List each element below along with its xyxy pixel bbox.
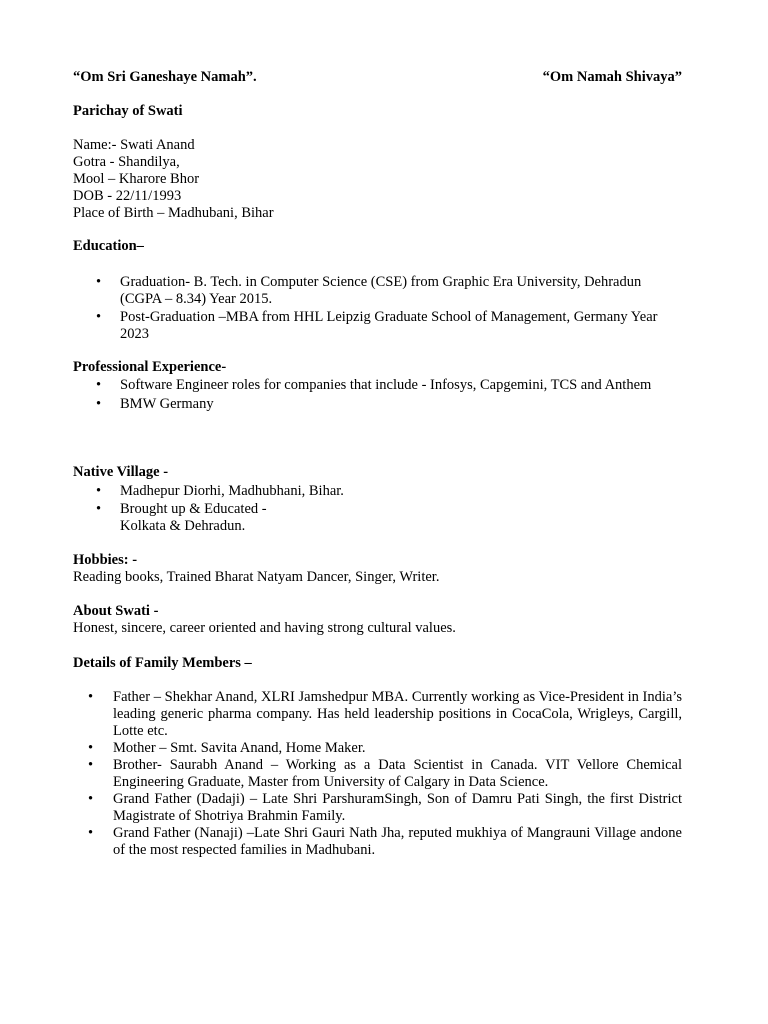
bullet-icon: • — [96, 483, 102, 499]
bullet-icon: • — [96, 396, 102, 412]
bullet-icon: • — [96, 274, 102, 290]
gotra-line: Gotra - Shandilya, — [73, 154, 180, 170]
family-heading: Details of Family Members – — [73, 655, 252, 671]
bullet-icon: • — [88, 791, 94, 807]
document-title: Parichay of Swati — [73, 103, 183, 119]
experience-list — [73, 377, 653, 413]
list-item: • Post-Graduation –MBA from HHL Leipzig Graduate School of Management, Germany Year 2023 — [96, 309, 658, 342]
about-heading: About Swati - — [73, 603, 159, 619]
bullet-icon: • — [88, 740, 94, 756]
list-item: • Father – Shekhar Anand, XLRI Jamshedpur MBA. Currently working as Vice-President in India’s leading generic pharma company. Has held leadership positions in CocaCola, Wrigleys, Cargill, Lotte etc. — [88, 689, 682, 739]
place-of-birth-line: Place of Birth – Madhubani, Bihar — [73, 205, 274, 221]
list-item: • Brother- Saurabh Anand – Working as a Data Scientist in Canada. VIT Vellore Chemical Engineering Graduate, Master from University of Calgary in Data Science. — [88, 757, 682, 790]
bullet-icon: • — [96, 377, 102, 393]
left-invocation: “Om Sri Ganeshaye Namah”. — [73, 69, 257, 85]
dob-line: DOB - 22/11/1993 — [73, 188, 182, 204]
mool-line: Mool – Kharore Bhor — [73, 171, 200, 187]
list-item: • Grand Father (Dadaji) – Late Shri ParshuramSingh, Son of Damru Pati Singh, the first District Magistrate of Shotriya Brahmin Family. — [88, 791, 682, 824]
list-item: • Mother – Smt. Savita Anand, Home Maker. — [88, 740, 366, 756]
list-item: • Brought up & Educated -Kolkata & Dehradun. — [96, 501, 267, 534]
personal-details — [73, 137, 683, 222]
family-list — [73, 689, 682, 859]
education-list — [73, 274, 673, 343]
native-village-heading: Native Village - — [73, 464, 169, 480]
bullet-icon: • — [96, 501, 102, 517]
bullet-icon: • — [88, 757, 94, 773]
hobbies-heading: Hobbies: - — [73, 552, 138, 568]
right-invocation: “Om Namah Shivaya” — [542, 69, 682, 85]
list-item: • Software Engineer roles for companies that include - Infosys, Capgemini, TCS and Anthem — [96, 377, 652, 393]
bullet-icon: • — [88, 689, 94, 705]
hobbies-text: Reading books, Trained Bharat Natyam Dancer, Singer, Writer. — [73, 569, 440, 585]
list-item: • Madhepur Diorhi, Madhubhani, Bihar. — [96, 483, 344, 499]
native-village-list — [73, 483, 373, 535]
list-item: • Grand Father (Nanaji) –Late Shri Gauri Nath Jha, reputed mukhiya of Mangrauni Village andone of the most respected families in Madhubani. — [88, 825, 682, 858]
name-line: Name:- Swati Anand — [73, 137, 195, 153]
education-heading: Education– — [73, 238, 144, 254]
about-text: Honest, sincere, career oriented and having strong cultural values. — [73, 620, 456, 636]
bullet-icon: • — [96, 309, 102, 325]
experience-heading: Professional Experience- — [73, 359, 227, 375]
bullet-icon: • — [88, 825, 94, 841]
list-item: • Graduation- B. Tech. in Computer Science (CSE) from Graphic Era University, Dehradun (CGPA – 8.34) Year 2015. — [96, 274, 642, 307]
list-item: • BMW Germany — [96, 396, 214, 412]
